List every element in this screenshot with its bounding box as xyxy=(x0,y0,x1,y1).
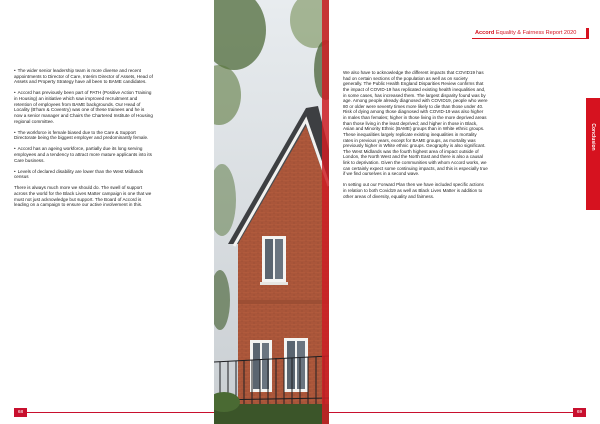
bullet-icon: • xyxy=(14,146,16,152)
body-paragraph: In setting out our Forward Plan then we have included specific actions in relation to both Covid19 as well as Black Lives Matter is addition to other areas of diversity, equality and fairness. xyxy=(343,182,484,199)
bullet-item xyxy=(14,169,154,180)
bullet-item xyxy=(14,68,154,85)
bullet-item xyxy=(14,90,154,124)
bullet-icon: • xyxy=(14,90,16,96)
body-paragraph: We also have to acknowledge the different impacts that COVID19 has had on certain sections of the population as well as on society generally. The Public Health England Disparities Review confirms that the impact of COVID-19 has replicated existing health inequalities and, in some cases, has increased them. The largest disparity found was by age. Among people already diagnosed with COVID19, people who were 80 or older were seventy times more likely to die than those under 40. Risk of dying among those diagnosed with COVID-19 was also higher in males than females; higher in those living in the more deprived areas than those living in the least deprived; and higher in those in Black, Asian and Minority Ethnic (BAME) groups than in White ethnic groups. These inequalities largely replicate existing inequalities in mortality rates in previous years, except for BAME groups, as mortality was previously higher in White ethnic groups. Geography is also significant. The West Midlands was the fourth highest area of impact outside of London, the North West and the North East and there is also a causal link to deprivation. Given the communities with whom Accord works, we can certainly expect some continuing impacts, and this is especially true if we find ourselves in a second wave. xyxy=(343,70,488,177)
header-rule xyxy=(472,38,589,39)
bullet-icon: • xyxy=(14,68,16,73)
bullet-text: Levels of declared disability are lower than the West Midlands census xyxy=(14,168,144,180)
report-title: Equality & Fairness Report 2020 xyxy=(495,29,577,36)
bullet-icon: • xyxy=(14,129,16,135)
bullet-text: Accord has previously been part of PATH (Positive Action Training in Housing) an initiative which saw improved recruitment and retention of employees from BAME backgrounds. Our Head of Locality (B'ham & Coventry) was one of these trainees and he is now a senior manager and Chairs the Chartered Institute of Housing regional committee. xyxy=(14,90,153,124)
footer-rule-right xyxy=(329,412,573,413)
footer-rule-left xyxy=(27,412,214,413)
bullet-item xyxy=(14,146,154,163)
bullet-icon: • xyxy=(14,168,16,174)
house-photo xyxy=(214,0,329,424)
left-page-text xyxy=(14,68,154,213)
bullet-item xyxy=(14,130,154,141)
section-side-tab xyxy=(586,98,600,210)
bullet-text: Accord has an ageing workforce, partially due its long serving employees and a tendency to attract more mature applicants into its Care business. xyxy=(14,146,152,163)
report-header xyxy=(475,30,576,36)
bullet-text: The workforce is female biased due to the Care & Support Directorate being the biggest employer and predominantly female. xyxy=(14,129,149,141)
closing-paragraph: There is always much more we should do. The swell of support across the world for the Black Lives Matter campaign is one that we must not just acknowledge but support. The Board of Accord is leading on a campaign to ensure our active involvement in this. xyxy=(14,185,152,208)
page-number-left: 68 xyxy=(14,408,27,417)
brand-name: Accord xyxy=(475,29,495,36)
house-photo-illustration xyxy=(214,0,329,424)
bullet-text: The wider senior leadership team is more diverse and recent appointments to Director of Care, Interim Director of Assets, Head of Assets and Property Strategy have all been to BAME candidates. xyxy=(14,68,153,85)
section-label: Conclusion xyxy=(590,123,596,151)
right-page-text xyxy=(343,70,488,205)
page-number-right: 69 xyxy=(573,408,586,417)
